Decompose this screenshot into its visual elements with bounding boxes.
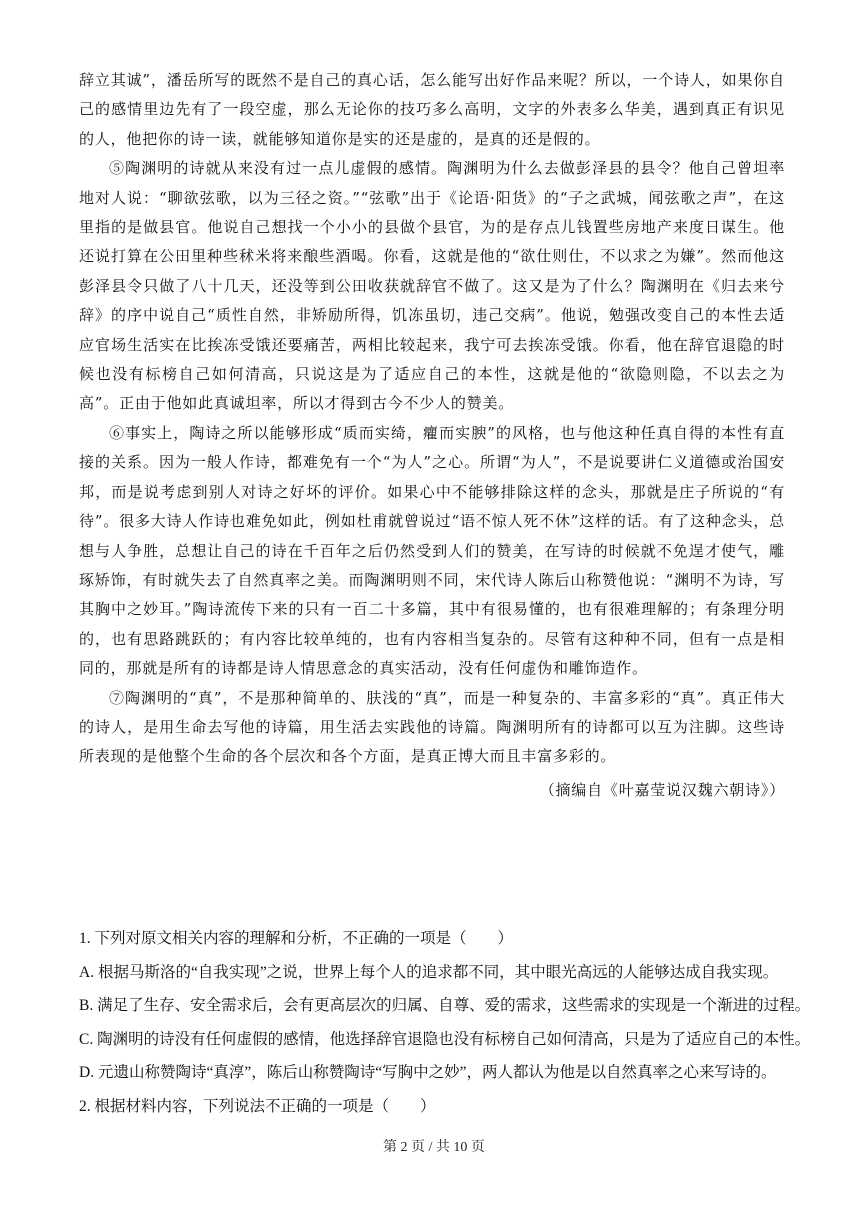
questions-section	[79, 922, 811, 1123]
option-d-letter: D.	[79, 1064, 95, 1081]
option-b-letter: B.	[79, 997, 94, 1014]
option-c-letter: C.	[79, 1030, 94, 1048]
article-paragraph-continuation: 辞立其诚”，潘岳所写的既然不是自己的真心话，怎么能写出好作品来呢？所以，一个诗人，如果你自己的感情里边先有了一段空虚，那么无论你的技巧多么高明，文字的外表多么华美，遇到真正有识见的人，他把你的诗一读，就能够知道你是实的还是虚的，是真的还是假的。	[79, 71, 785, 148]
option-c-text: 陶渊明的诗没有任何虚假的感情，他选择辞官退隐也没有标榜自己如何清高，只是为了适应自己的本性。	[97, 1030, 811, 1048]
article-body	[79, 66, 785, 805]
question-1-stem: 1. 下列对原文相关内容的理解和分析，不正确的一项是（ ）	[79, 930, 514, 947]
question-1-option-b	[79, 989, 811, 1023]
option-d-text: 元遗山称赞陶诗“真淳”，陈后山称赞陶诗“写胸中之妙”，两人都认为他是以自然真率之心来写诗的。	[97, 1064, 777, 1081]
page-number: 第 2 页 / 共 10 页	[383, 1140, 485, 1155]
article-source: （摘编自《叶嘉莹说汉魏六朝诗》）	[539, 780, 785, 799]
article-paragraph-7: ⑦陶渊明的“真”，不是那种简单的、肤浅的“真”，而是一种复杂的、丰富多彩的“真”。真正伟大的诗人，是用生命去写他的诗篇，用生活去实践他的诗篇。陶渊明所有的诗都可以互为注脚。这些诗所表现的是他整个生命的各个层次和各个方面，是真正博大而且丰富多彩的。	[79, 688, 785, 766]
article-paragraph-5: ⑤陶渊明的诗就从来没有过一点儿虚假的感情。陶渊明为什么去做彭泽县的县令？他自己曾坦率地对人说：“聊欲弦歌，以为三径之资。”“弦歌”出于《论语·阳货》的“子之武城，闻弦歌之声”，在这里指的是做县官。他说自己想找一个小小的县做个县官，为的是存点儿钱置些房地产来度日谋生。他还说打算在公田里种些秫米将来酿些酒喝。你看，这就是他的“欲仕则仕，不以求之为嫌”。然而他这彭泽县令只做了八十几天，还没等到公田收获就辞官不做了。这又是为了什么？陶渊明在《归去来兮辞》的序中说自己“质性自然，非矫励所得，饥冻虽切，违己交病”。他说，勉强改变自己的本性去适应官场生活实在比挨冻受饿还要痛苦，两相比较起来，我宁可去挨冻受饿。你看，他在辞官退隐的时候也没有标榜自己如何清高，只说这是为了适应自己的本性，这就是他的“欲隐则隐，不以去之为高”。正由于他如此真诚坦率，所以才得到古今不少人的赞美。	[79, 159, 785, 413]
option-a-letter: A.	[79, 963, 95, 981]
question-2-stem: 2. 根据材料内容，下列说法不正确的一项是（ ）	[79, 1097, 436, 1115]
question-1-option-d	[79, 1056, 789, 1090]
option-b-text: 满足了生存、安全需求后，会有更高层次的归属、自尊、爱的需求，这些需求的实现是一个渐进的过程。	[97, 997, 811, 1014]
article-paragraph-6: ⑥事实上，陶诗之所以能够形成“质而实绮，癯而实腴”的风格，也与他这种任真自得的本性有直接的关系。因为一般人作诗，都难免有一个“为人”之心。所谓“为人”，不是说要讲仁义道德或治国安邦，而是说考虑到别人对诗之好坏的评价。如果心中不能够排除这样的念头，那就是庄子所说的“有待”。很多大诗人作诗也难免如此，例如杜甫就曾说过“语不惊人死不休”这样的话。有了这种念头，总想与人争胜，总想让自己的诗在千百年之后仍然受到人们的赞美，在写诗的时候就不免逞才使气，雕琢矫饰，有时就失去了自然真率之美。而陶渊明则不同，宋代诗人陈后山称赞他说：“渊明不为诗，写其胸中之妙耳。”陶诗流传下来的只有一百二十多篇，其中有很易懂的，也有很难理解的；有条理分明的，也有思路跳跃的；有内容比较单纯的，也有内容相当复杂的。尽管有这种种不同，但有一点是相同的，那就是所有的诗都是诗人情思意念的真实活动，没有任何虚伪和雕饰造作。	[79, 423, 785, 678]
question-1-option-c	[79, 1023, 811, 1057]
option-a-text: 根据马斯洛的“自我实现”之说，世界上每个人的追求都不同，其中眼光高远的人能够达成自我实现。	[97, 963, 779, 981]
question-1-option-a	[79, 956, 789, 990]
